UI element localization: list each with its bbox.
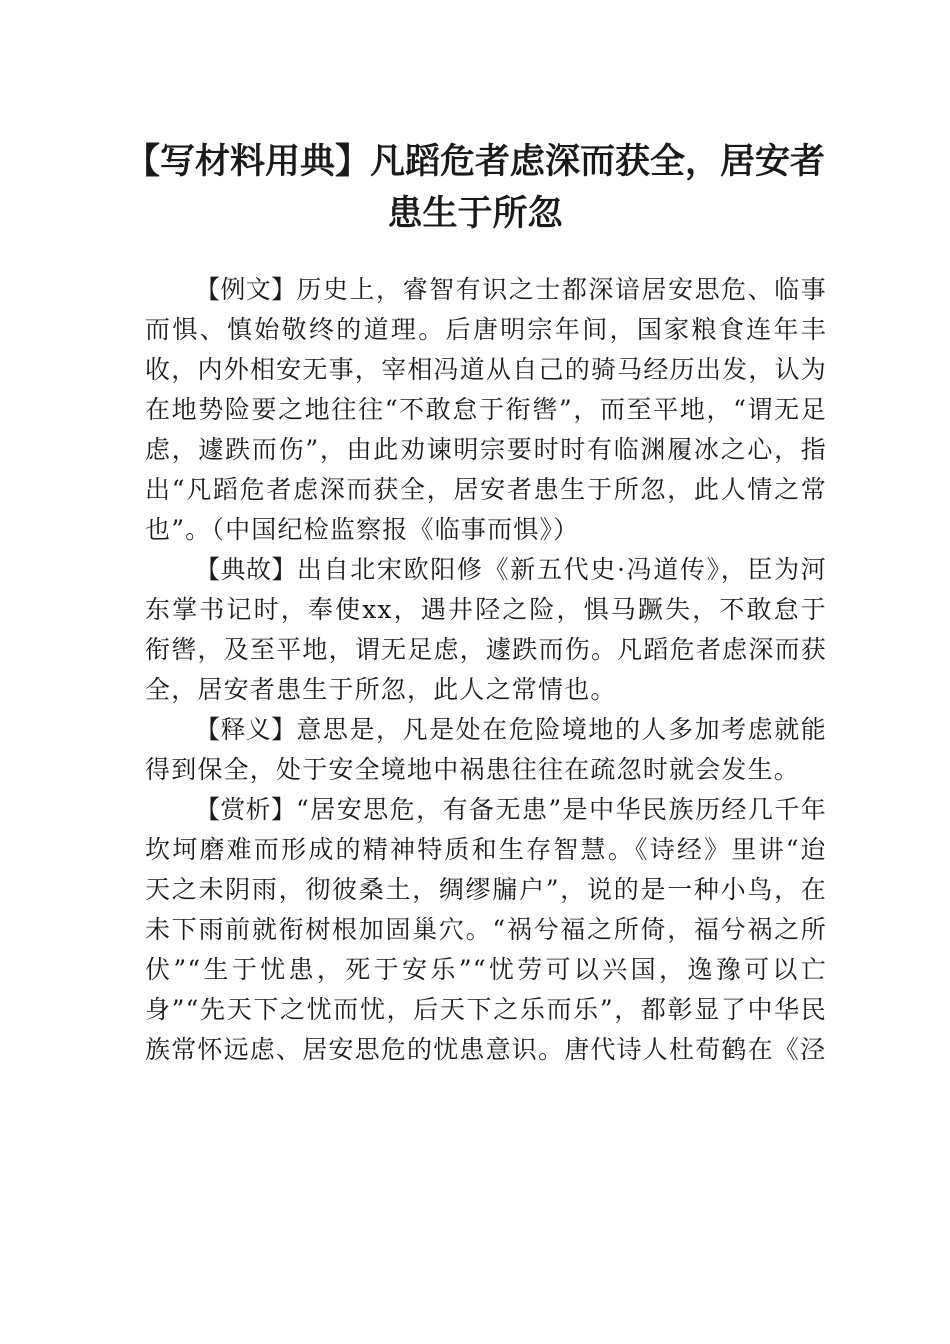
paragraph-label: 【例文】 [195, 275, 297, 304]
document-title: 【写材料用典】凡蹈危者虑深而获全，居安者患生于所忽 [124, 142, 825, 234]
paragraph-label: 【释义】 [195, 715, 297, 744]
paragraph-text: 意思是，凡是处在危险境地的人多加考虑就能得到保全，处于安全境地中祸患往往在疏忽时就会发生。 [145, 715, 827, 784]
paragraph-meaning [145, 710, 827, 790]
paragraph-appreciation [145, 790, 827, 1070]
paragraph-text: 历史上，睿智有识之士都深谙居安思危、临事而惧、慎始敬终的道理。后唐明宗年间，国家粮食连年丰收，内外相安无事，宰相冯道从自己的骑马经历出发，认为在地势险要之地往往“不敢怠于衔辔”，而至平地，“谓无足虑，遽跌而伤”，由此劝谏明宗要时时有临渊履冰之心，指出“凡蹈危者虑深而获全，居安者患生于所忽，此人情之常也”。（中国纪检监察报《临事而惧》） [145, 275, 827, 544]
paragraph-text: 出自北宋欧阳修《新五代史·冯道传》，臣为河东掌书记时，奉使xx，遇井陉之险，惧马蹶失，不敢怠于衔辔，及至平地，谓无足虑，遽跌而伤。凡蹈危者虑深而获全，居安者患生于所忽，此人之常情也。 [145, 555, 827, 704]
paragraph-example [145, 270, 827, 550]
document-body [145, 270, 827, 1070]
paragraph-allusion [145, 550, 827, 710]
paragraph-label: 【赏析】 [195, 795, 297, 824]
paragraph-label: 【典故】 [195, 555, 297, 584]
paragraph-text: “居安思危，有备无患”是中华民族历经几千年坎坷磨难而形成的精神特质和生存智慧。《诗经》里讲“迨天之未阴雨，彻彼桑土，绸缪牖户”，说的是一种小鸟，在未下雨前就衔树根加固巢穴。“祸兮福之所倚，福兮祸之所伏”“生于忧患，死于安乐”“忧劳可以兴国，逸豫可以亡身”“先天下之忧而忧，后天下之乐而乐”，都彰显了中华民族常怀远虑、居安思危的忧患意识。唐代诗人杜荀鹤在《泾 [145, 795, 827, 1064]
